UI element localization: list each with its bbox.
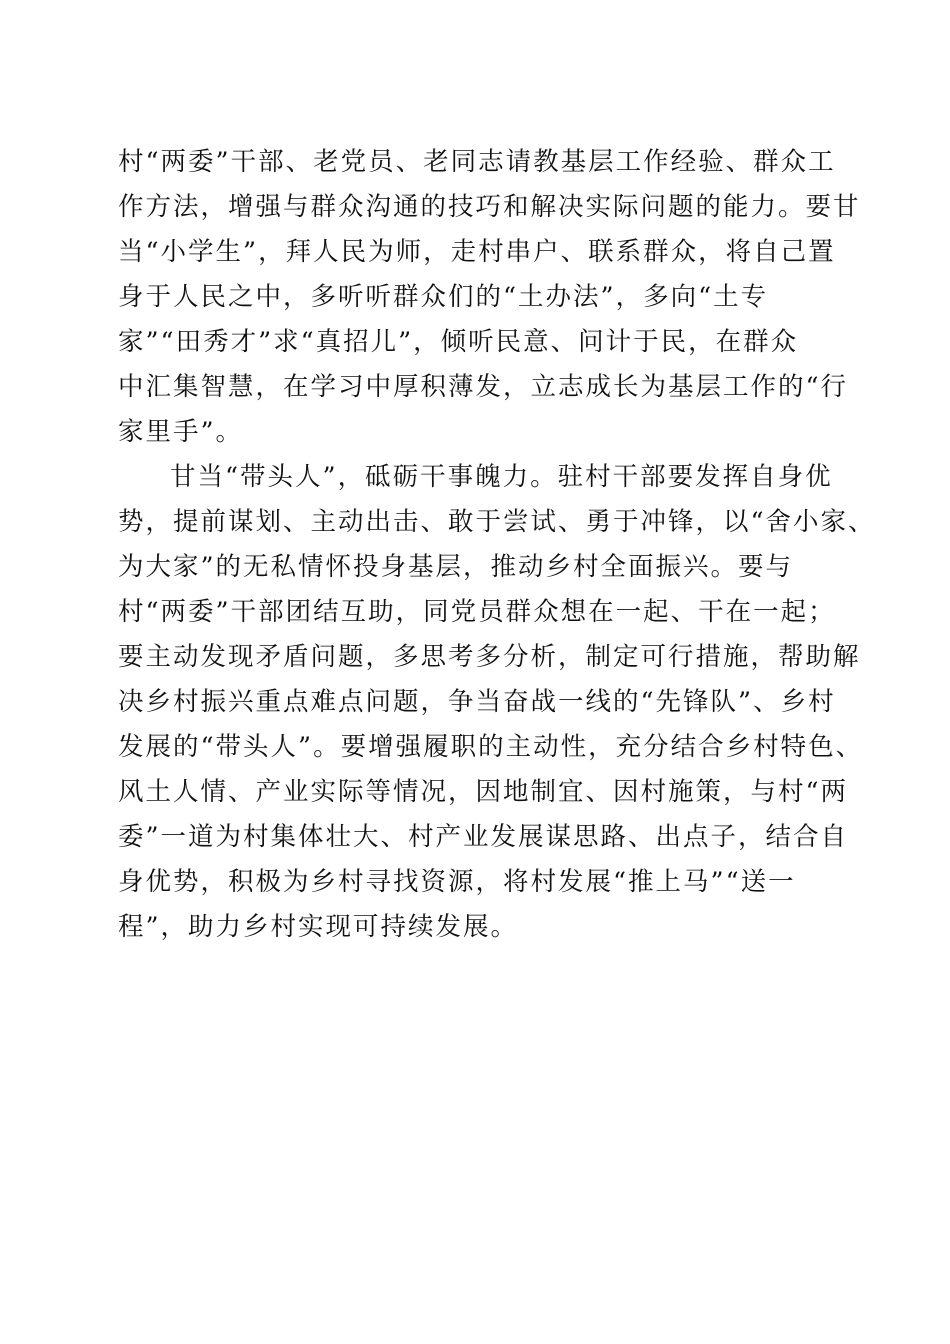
- text-line: 村“两委”干部团结互助，同党员群众想在一起、干在一起；: [118, 597, 836, 627]
- text-line: [118, 953, 838, 998]
- text-line: 要主动发现矛盾问题，多思考多分析，制定可行措施，帮助解: [118, 642, 861, 672]
- text-line: 发展的“带头人”。要增强履职的主动性，充分结合乡村特色、: [118, 732, 864, 762]
- text-line: 程”，助力乡村实现可持续发展。: [118, 912, 519, 942]
- text-line: 家里手”。: [118, 417, 244, 447]
- text-line: 村“两委”干部、老党员、老同志请教基层工作经验、群众工: [118, 147, 836, 177]
- text-line: 委”一道为村集体壮大、村产业发展谋思路、出点子，结合自: [118, 822, 849, 852]
- text-line: 甘当“带头人”，砥砺干事魄力。驻村干部要发挥自身优: [170, 462, 833, 492]
- text-line: 为大家”的无私情怀投身基层，推动乡村全面振兴。要与: [118, 552, 794, 582]
- text-line: 身优势，积极为乡村寻找资源，将村发展“推上马”“送一: [118, 867, 796, 897]
- text-line: 作方法，增强与群众沟通的技巧和解决实际问题的能力。要甘: [118, 192, 861, 222]
- text-line: 身于人民之中，多听听群众们的“土办法”，多向“土专: [118, 282, 769, 312]
- text-line: 家”“田秀才”求“真招儿”，倾听民意、问计于民，在群众: [118, 327, 799, 357]
- text-line: 势，提前谋划、主动出击、敢于尝试、勇于冲锋，以“舍小家、: [118, 507, 876, 537]
- text-line: 决乡村振兴重点难点问题，争当奋战一线的“先锋队”、乡村: [118, 687, 836, 717]
- paragraph-1: [118, 143, 861, 458]
- text-line: 风土人情、产业实际等情况，因地制宜、因村施策，与村“两: [118, 777, 849, 807]
- text-line: 中汇集智慧，在学习中厚积薄发，立志成长为基层工作的“行: [118, 372, 849, 402]
- document-body: [118, 143, 876, 998]
- paragraph-2: [118, 458, 876, 998]
- text-line: 当“小学生”，拜人民为师，走村串户、联系群众，将自己置: [118, 237, 836, 267]
